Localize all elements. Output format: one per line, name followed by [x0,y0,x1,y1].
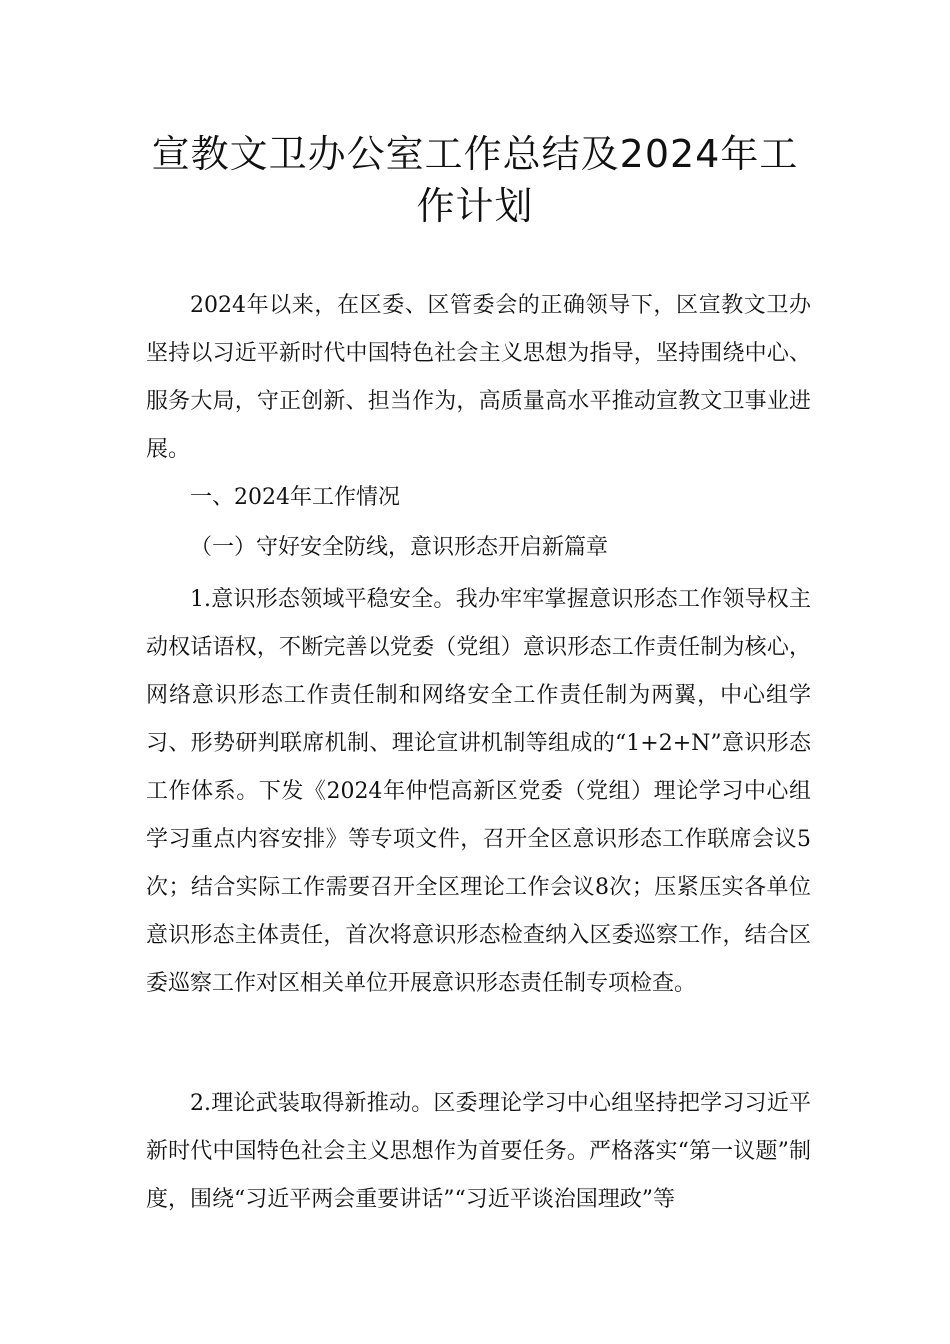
subsection-heading: （一）守好安全防线，意识形态开启新篇章 [190,535,609,560]
intro-paragraph: 2024年以来，在区委、区管委会的正确领导下，区宣教文卫办坚持以习近平新时代中国特色社会主义思想为指导，坚持围绕中心、服务大局，守正创新、担当作为，高质量高水平推动宣教文卫事业进展。 [146,293,811,462]
item-paragraph-1: 1.意识形态领域平稳安全。我办牢牢掌握意识形态工作领导权主动权话语权，不断完善以党委（党组）意识形态工作责任制为核心，网络意识形态工作责任制和网络安全工作责任制为两翼，中心组学习、形势研判联席机制、理论宣讲机制等组成的“1+2+N”意识形态工作体系。下发《2024年仲恺高新区党委（党组）理论学习中心组学习重点内容安排》等专项文件，召开全区意识形态工作联席会议5次；结合实际工作需要召开全区理论工作会议8次；压紧压实各单位意识形态主体责任，首次将意识形态检查纳入区委巡察工作，结合区委巡察工作对区相关单位开展意识形态责任制专项检查。 [146,587,811,996]
item-paragraph-2: 2.理论武装取得新推动。区委理论学习中心组坚持把学习习近平新时代中国特色社会主义思想作为首要任务。严格落实“第一议题”制度，围绕“习近平两会重要讲话”“习近平谈治国理政”等 [146,1091,811,1212]
section-heading: 一、2024年工作情况 [190,485,400,510]
document-title: 宣教文卫办公室工作总结及2024年工作计划 [151,132,799,228]
